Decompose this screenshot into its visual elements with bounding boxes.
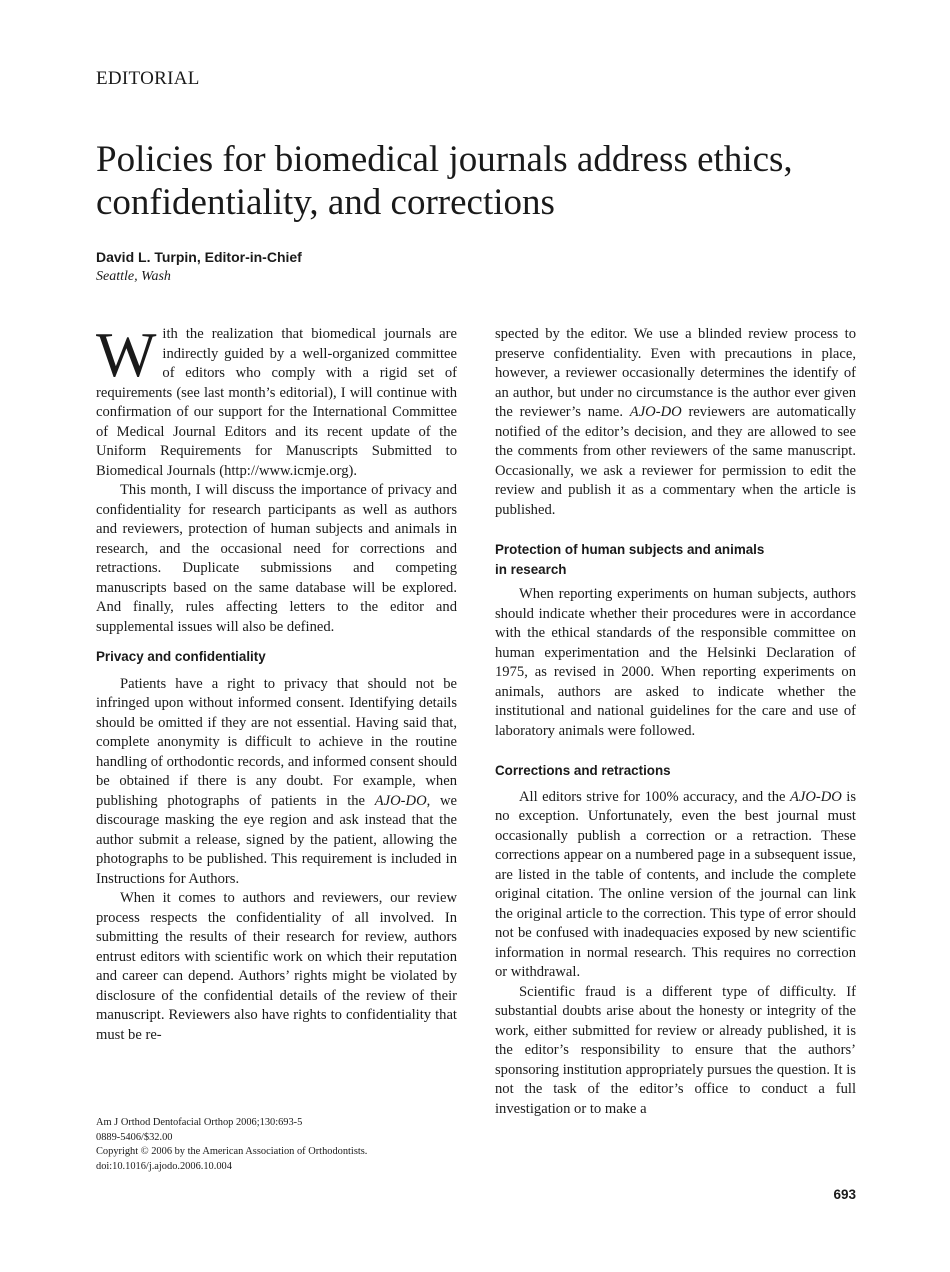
paragraph-review-confidentiality: When it comes to authors and reviewers, our review process respects the confidentiality of all involved. In submitting the results of their research for review, authors entrust editors with scientific work on which their reputation and career can depend. Authors’ rights might be violated by disclosure of the confidential details of the review of their manuscript. Reviewers also have rights to confidentiality that must be re- [96,890,457,1043]
citation-line: Am J Orthod Dentofacial Orthop 2006;130:693-5 [96,1117,303,1128]
paragraph-human-subjects: When reporting experiments on human subjects, authors should indicate whether their procedures were in accordance with the ethical standards of the responsible committee on human experimentation and the Helsinki Declaration of 1975, as revised in 2000. When reporting experiments on animals, authors are asked to indicate whether the institutional and national guidelines for the care and use of laboratory animals were followed. [495,586,856,739]
journal-abbrev: AJO-DO [374,792,427,809]
journal-abbrev: AJO-DO [629,404,682,420]
doi-line: doi:10.1016/j.ajodo.2006.10.004 [96,1160,232,1172]
author-name: David L. Turpin, Editor-in-Chief [96,249,302,265]
paragraph-corrections-text-b: is no exception. Unfortunately, even the best journal must occasionally publish a correction or a retraction. These corrections appear on a numbered page in a subsequent issue, are listed in the table of contents, and include the complete original citation. The online version of the journal can link the original article to the correction. This type of error should not be confused with inadequacies exposed by new scientific information in normal research. This requires no correction or withdrawal. [495,788,857,980]
article-title [96,138,876,224]
title-line-1: Policies for biomedical journals address ethics, [96,139,793,180]
paragraph-privacy-text-a: Patients have a right to privacy that should not be infringed upon without informed consent. Identifying details should be omitted if they are not essential. Having said that, complete anonymity is difficult to achieve in the routine handling of orthodontic records, and informed consent should be obtained if there is any doubt. For example, when publishing photographs of patients in the [96,675,457,809]
paragraph-corrections [495,788,856,983]
title-line-2: confidentiality, and corrections [96,182,555,223]
right-column [495,325,856,1119]
issn-line: 0889-5406/$32.00 [96,1131,173,1143]
citation-footer [96,1116,367,1174]
journal-abbrev: AJO-DO [789,788,842,805]
paragraph-intro-text: ith the realization that biomedical journals are indirectly guided by a well-organized committee of editors who comply with a rigid set of requirements (see last month’s editorial), I will continue with confirmation of our support for the International Committee of Medical Journal Editors and its recent update of the Uniform Requirements for Manuscripts Submitted to Biomedical Journals (http://www.icmje.org). [96,326,457,479]
heading-protection-line-2: in research [495,561,567,577]
paragraph-blinded-review-text-b: reviewers are automatically notified of the editor’s decision, and they are allowed to see the comments from other reviewers of the same manuscript. Occasionally, we ask a reviewer for permission to edit the review and publish it as a commentary when the article is published. [495,404,856,518]
section-label: EDITORIAL [96,68,200,89]
paragraph-blinded-review-text-a: spected by the editor. We use a blinded review process to preserve confidentiality. Even with precautions in place, however, a reviewer occasionally determines the identify of an author, but under no circumstance is the author ever given the reviewer’s name. [495,326,856,420]
paragraph-corrections-text-a: All editors strive for 100% accuracy, and the [519,788,790,805]
drop-cap: W [96,319,157,390]
paragraph-intro [96,319,457,481]
heading-protection-line-1: Protection of human subjects and animals [495,542,765,557]
author-affiliation: Seattle, Wash [96,269,171,284]
paragraph-privacy-text-b: , we discourage masking the eye region and ask instead that the author submit a release, signed by the patient, allowing the photographs to be published. This requirement is included in Instructions for Authors. [96,792,457,887]
paragraph-fraud: Scientific fraud is a different type of difficulty. If substantial doubts arise about the honesty or integrity of the work, either submitted for review or already published, it is the editor’s responsibility to ensure that the authors’ sponsoring institution appropriately pursues the question. It is not the task of the editor’s office to conduct a full investigation or to make a [495,983,856,1117]
paragraph-blinded-review [495,325,856,520]
left-column [96,319,457,1045]
page-number: 693 [833,1187,856,1202]
heading-privacy: Privacy and confidentiality [96,649,266,664]
copyright-line: Copyright © 2006 by the American Association of Orthodontists. [96,1146,368,1157]
paragraph-privacy [96,675,457,890]
heading-protection [495,540,856,579]
paragraph-overview: This month, I will discuss the importance of privacy and confidentiality for research participants as well as authors and reviewers, protection of human subjects and animals in research, and the occasional need for corrections and retractions. Duplicate submissions and competing manuscripts based on the same database will be explored. And finally, rules affecting letters to the editor and supplemental issues will also be defined. [96,482,457,635]
heading-corrections: Corrections and retractions [495,763,671,778]
